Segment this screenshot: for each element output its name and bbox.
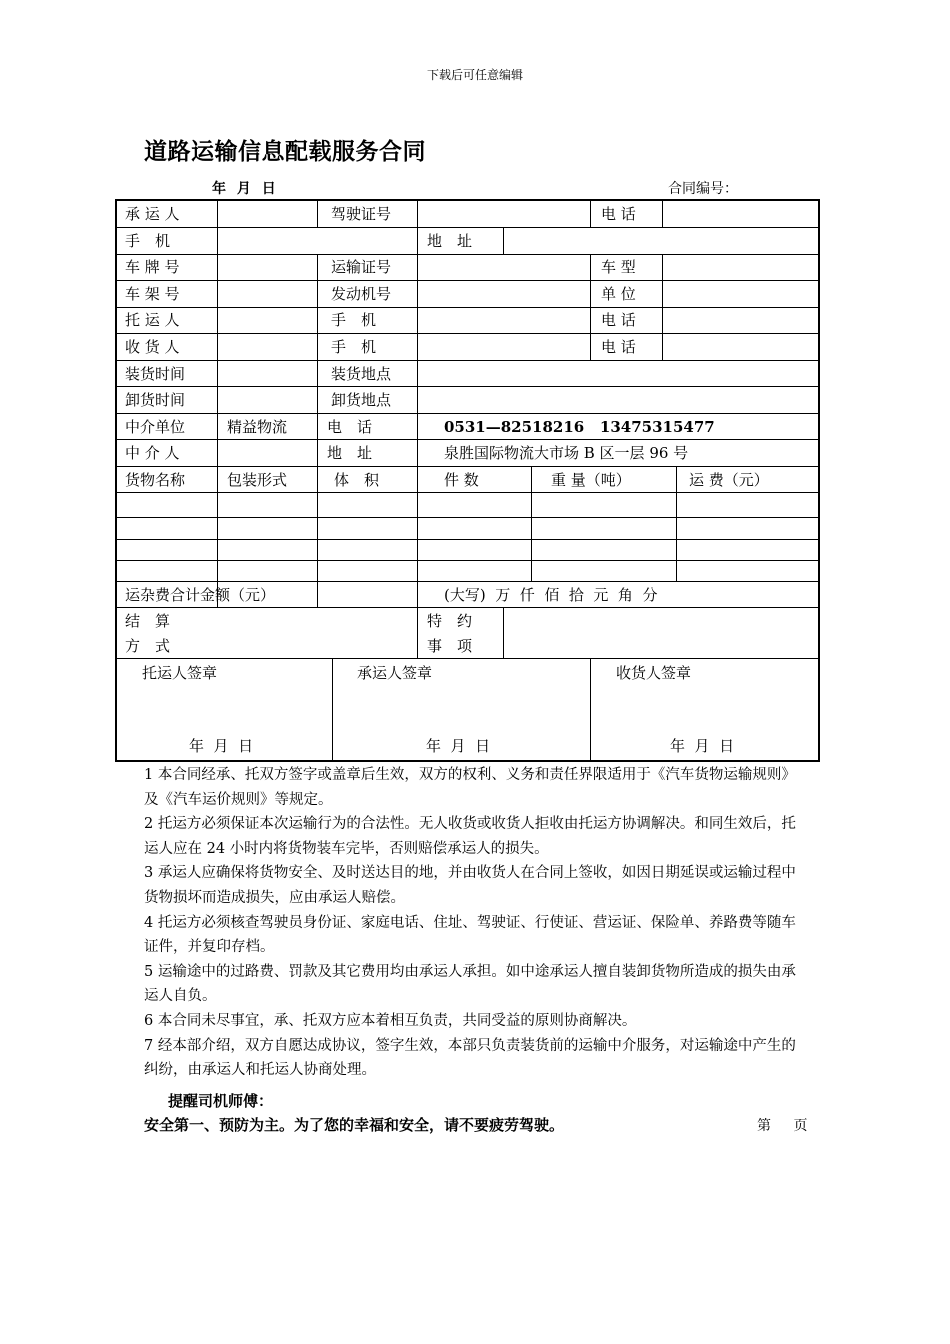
col-divider xyxy=(417,254,418,386)
unloading-time-label: 卸货时间 xyxy=(125,391,186,409)
consignee-phone-label: 电 话 xyxy=(601,338,636,356)
agency-phone-label: 电 话 xyxy=(327,418,373,436)
agency-phone-value: 0531—82518216 13475315477 xyxy=(444,418,715,436)
agent-label: 中 介 人 xyxy=(125,444,180,462)
note-item: 1 本合同经承、托双方签字或盖章后生效，双方的权利、义务和责任界限适用于《汽车货物运输规则》及《汽车运价规则》等规定。 xyxy=(144,767,796,808)
row-divider xyxy=(117,360,818,361)
special-terms-label-1: 特 约 xyxy=(427,612,473,630)
col-divider xyxy=(217,201,218,254)
row-divider xyxy=(117,581,818,582)
col-divider xyxy=(317,201,318,227)
row-divider xyxy=(117,492,818,493)
contract-number-label: 合同编号： xyxy=(668,181,738,197)
chassis-label: 车 架 号 xyxy=(125,285,180,303)
goods-header-weight: 重 量（吨） xyxy=(551,471,631,489)
consignee-sign-date: 年 月 日 xyxy=(670,737,735,755)
col-divider xyxy=(317,386,318,607)
loading-time-label: 装货时间 xyxy=(125,365,186,383)
note-item: 6 本合同未尽事宜，承、托双方应本着相互负责，共同受益的原则协商解决。 xyxy=(144,1012,637,1029)
col-divider xyxy=(417,201,418,254)
unloading-place-label: 卸货地点 xyxy=(331,391,392,409)
carrier-sign-date: 年 月 日 xyxy=(426,737,491,755)
license-label: 驾驶证号 xyxy=(331,205,392,223)
unit-label: 单 位 xyxy=(601,285,636,303)
col-divider xyxy=(531,466,532,581)
row-divider xyxy=(117,254,818,255)
shipper-sign-date: 年 月 日 xyxy=(189,737,254,755)
row-divider xyxy=(117,386,818,387)
shipper-phone-label: 电 话 xyxy=(601,311,636,329)
consignee-mobile-label: 手 机 xyxy=(331,338,377,356)
reminder-text: 安全第一、预防为主。为了您的幸福和安全，请不要疲劳驾驶。 xyxy=(144,1116,565,1134)
row-divider xyxy=(117,607,818,608)
note-item: 5 运输途中的过路费、罚款及其它费用均由承运人承担。如中途承运人擅自装卸货物所造成的损失由承运人自负。 xyxy=(144,963,796,1005)
page-title: 道路运输信息配载服务合同 xyxy=(144,139,426,165)
carrier-signature-label: 承运人签章 xyxy=(357,664,433,682)
total-capital: (大写) 万 仟 佰 拾 元 角 分 xyxy=(444,586,658,604)
col-divider xyxy=(503,227,504,254)
settlement-label-2: 方 式 xyxy=(125,637,171,655)
col-divider xyxy=(417,386,418,607)
row-divider xyxy=(117,280,818,281)
contract-form xyxy=(115,199,820,762)
engine-label: 发动机号 xyxy=(331,285,392,303)
special-terms-label-2: 事 项 xyxy=(427,637,473,655)
settlement-label-1: 结 算 xyxy=(125,612,171,630)
col-divider xyxy=(217,254,218,386)
consignee-signature-label: 收货人签章 xyxy=(616,664,692,682)
goods-header-name: 货物名称 xyxy=(125,471,186,489)
agent-address-label: 地 址 xyxy=(327,444,373,462)
phone-label: 电 话 xyxy=(601,205,636,223)
consignee-label: 收 货 人 xyxy=(125,338,180,356)
address-label: 地 址 xyxy=(427,232,473,250)
row-divider xyxy=(117,658,818,659)
transport-cert-label: 运输证号 xyxy=(331,258,392,276)
col-divider xyxy=(662,254,663,360)
note-item: 3 承运人应确保将货物安全、及时送达目的地，并由收货人在合同上签收，如因日期延误或运输过程中货物损坏而造成损失，应由承运人赔偿。 xyxy=(144,865,796,906)
goods-header-packaging: 包装形式 xyxy=(227,471,288,489)
col-divider xyxy=(676,466,677,581)
goods-header-freight: 运 费（元） xyxy=(689,471,769,489)
note-item: 4 托运方必须核查驾驶员身份证、家庭电话、住址、驾驶证、行使证、营运证、保险单、养路费等随车证件，并复印存档。 xyxy=(144,914,796,956)
agency-value: 精益物流 xyxy=(227,418,288,436)
row-divider xyxy=(117,466,818,467)
row-divider xyxy=(117,517,818,518)
reminder-title: 提醒司机师傅： xyxy=(168,1092,274,1110)
agency-label: 中介单位 xyxy=(125,418,186,436)
col-divider xyxy=(332,658,333,760)
row-divider xyxy=(117,413,818,414)
col-divider xyxy=(590,201,591,227)
col-divider xyxy=(503,607,504,658)
col-divider xyxy=(662,201,663,227)
carrier-label: 承 运 人 xyxy=(125,205,180,223)
plate-label: 车 牌 号 xyxy=(125,258,180,276)
agent-address-value: 泉胜国际物流大市场 B 区一层 96 号 xyxy=(444,444,689,462)
note-item: 2 托运方必须保证本次运输行为的合法性。无人收货或收货人拒收由托运方协调解决。和同生效后，托运人应在 24 小时内将货物装车完毕，否则赔偿承运人的损失。 xyxy=(144,816,796,857)
goods-header-volume: 体 积 xyxy=(334,471,380,489)
row-divider xyxy=(117,539,818,540)
col-divider xyxy=(417,607,418,658)
loading-place-label: 装货地点 xyxy=(331,365,392,383)
shipper-label: 托 运 人 xyxy=(125,311,180,329)
shipper-mobile-label: 手 机 xyxy=(331,311,377,329)
page-number: 第 页 xyxy=(757,1118,808,1134)
vehicle-type-label: 车 型 xyxy=(601,258,636,276)
row-divider xyxy=(117,560,818,561)
header-note: 下载后可任意编辑 xyxy=(426,68,523,82)
row-divider xyxy=(117,227,818,228)
mobile-label: 手 机 xyxy=(125,232,171,250)
row-divider xyxy=(117,307,818,308)
row-divider xyxy=(117,333,818,334)
row-divider xyxy=(117,439,818,440)
date-line: 年 月 日 xyxy=(212,181,276,197)
col-divider xyxy=(217,386,218,607)
col-divider xyxy=(317,254,318,386)
goods-header-count: 件 数 xyxy=(444,471,479,489)
shipper-signature-label: 托运人签章 xyxy=(142,664,218,682)
total-label: 运杂费合计金额（元） xyxy=(125,586,276,604)
col-divider xyxy=(590,658,591,760)
contract-notes xyxy=(144,763,809,1083)
note-item: 7 经本部介绍，双方自愿达成协议，签字生效，本部只负责装货前的运输中介服务，对运输途中产生的纠纷，由承运人和托运人协商处理。 xyxy=(144,1037,796,1079)
col-divider xyxy=(590,254,591,360)
